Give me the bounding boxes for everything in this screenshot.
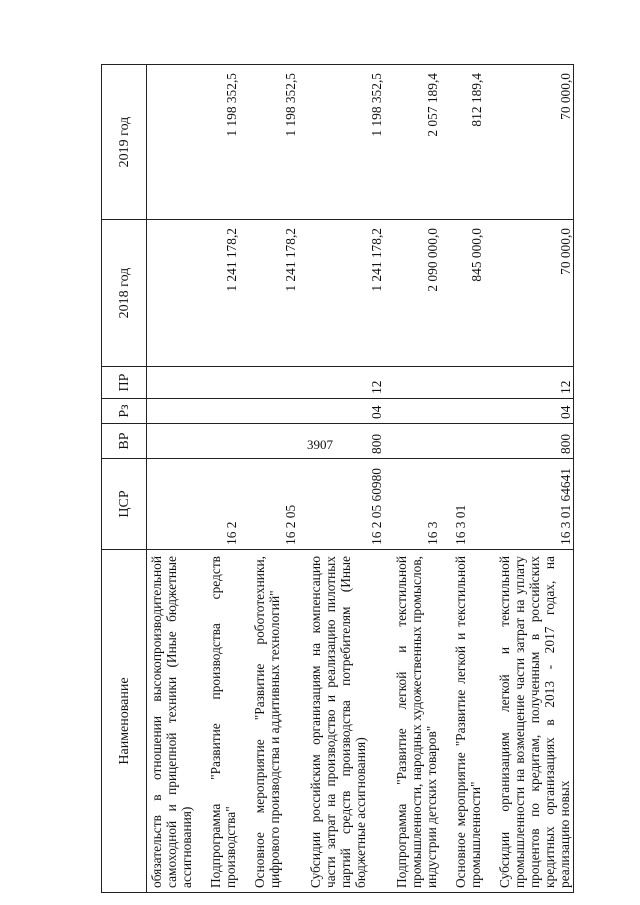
row-rz (443, 399, 487, 424)
row-csr: 16 3 01 (443, 459, 487, 550)
row-vr (198, 424, 242, 459)
header-csr: ЦСР (102, 459, 147, 550)
row-rz (384, 399, 443, 424)
row-2018: 2 090 000,0 (384, 220, 443, 367)
row-2018: 1 241 178,2 (298, 220, 384, 367)
row-pr (242, 367, 298, 399)
row-csr: 16 2 05 60980 (298, 459, 384, 550)
row-2019: 1 198 352,5 (198, 65, 242, 220)
row-vr (443, 424, 487, 459)
row-2019 (147, 65, 199, 220)
row-rz (242, 399, 298, 424)
table-row (242, 65, 298, 893)
budget-table (101, 64, 574, 893)
row-2018: 1 241 178,2 (198, 220, 242, 367)
row-vr: 800 (298, 424, 384, 459)
table-header-row (102, 65, 147, 893)
table-row (147, 65, 199, 893)
row-csr: 16 3 (384, 459, 443, 550)
row-name: Основное мероприятие "Развитие легкой и текстильной промышленности" (443, 550, 487, 893)
row-2019: 1 198 352,5 (242, 65, 298, 220)
row-2019: 812 189,4 (443, 65, 487, 220)
header-rz: Рз (102, 399, 147, 424)
header-2019: 2019 год (102, 65, 147, 220)
row-pr (443, 367, 487, 399)
row-name: Субсидии организациям легкой и текстильной промышленности на возмещение части затрат на уплату процентов по кредитам, полученным в российских кредитных организациях в 2013 - 2017 годах, на реализацию новых (487, 550, 574, 893)
row-name: Подпрограмма "Развитие легкой и текстильной промышленности, народных художественных промыслов, индустрии детских товаров" (384, 550, 443, 893)
header-vr: ВР (102, 424, 147, 459)
header-pr: ПР (102, 367, 147, 399)
row-2019: 70 000,0 (487, 65, 574, 220)
row-vr: 800 (487, 424, 574, 459)
page-number: 3907 (307, 437, 333, 452)
table-row (298, 65, 384, 893)
row-2019: 1 198 352,5 (298, 65, 384, 220)
row-vr (242, 424, 298, 459)
header-name: Наименование (102, 550, 147, 893)
row-pr (384, 367, 443, 399)
row-pr (198, 367, 242, 399)
row-vr (384, 424, 443, 459)
row-pr (147, 367, 199, 399)
row-csr (147, 459, 199, 550)
row-pr: 12 (298, 367, 384, 399)
row-csr: 16 2 (198, 459, 242, 550)
row-name: Подпрограмма "Развитие производства средств производства" (198, 550, 242, 893)
table-row (443, 65, 487, 893)
row-csr: 16 2 05 (242, 459, 298, 550)
row-2018 (147, 220, 199, 367)
rotated-table-container (101, 65, 595, 893)
row-rz (198, 399, 242, 424)
row-rz: 04 (298, 399, 384, 424)
table-row (384, 65, 443, 893)
row-name: обязательств в отношении высокопроизводительной самоходной и прицепной техники (Иные бюджетные ассигнования) (147, 550, 199, 893)
row-2018: 70 000,0 (487, 220, 574, 367)
row-2018: 1 241 178,2 (242, 220, 298, 367)
row-2018: 845 000,0 (443, 220, 487, 367)
header-2018: 2018 год (102, 220, 147, 367)
table-row (198, 65, 242, 893)
row-name: Субсидии российским организациям на компенсацию части затрат на производство и реализацию пилотных партий средств производства потребителям (Иные бюджетные ассигнования) (298, 550, 384, 893)
row-rz: 04 (487, 399, 574, 424)
row-vr (147, 424, 199, 459)
table-row (487, 65, 574, 893)
row-2019: 2 057 189,4 (384, 65, 443, 220)
row-rz (147, 399, 199, 424)
row-pr: 12 (487, 367, 574, 399)
row-csr: 16 3 01 64641 (487, 459, 574, 550)
row-name: Основное мероприятие "Развитие робототехники, цифрового производства и аддитивных технологий" (242, 550, 298, 893)
